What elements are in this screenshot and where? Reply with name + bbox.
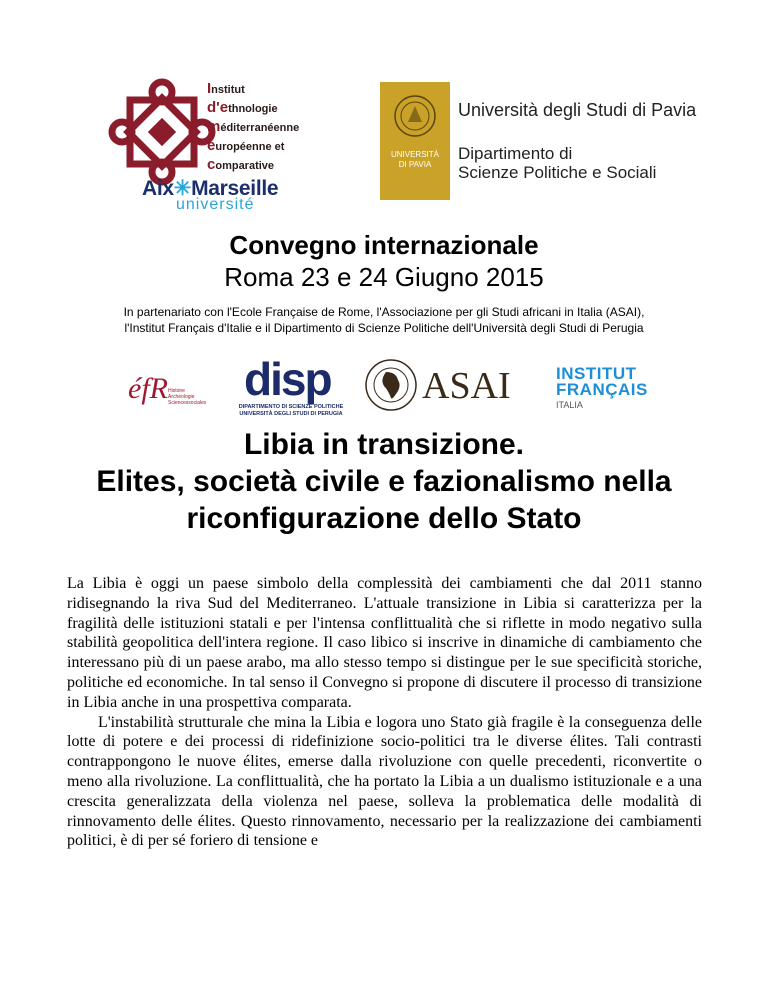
efr-logo: [128, 362, 206, 412]
star-icon: ✳: [173, 177, 192, 200]
svg-text:Sciencessociales: Sciencessociales: [168, 400, 206, 406]
asai-seal-icon: [364, 358, 418, 412]
idemec-wordmark: [207, 80, 299, 175]
idemec-line: européenne et: [207, 137, 285, 154]
idemec-emblem-icon: [108, 78, 216, 186]
svg-text:Histoire: Histoire: [168, 388, 185, 394]
pavia-block-label: UNIVERSITÀ DI PAVIA: [390, 150, 439, 169]
asai-logo-word: ASAI: [422, 365, 511, 407]
pavia-department: Dipartimento di Scienze Politiche e Sociali: [458, 144, 657, 182]
body-text: [67, 574, 702, 851]
paragraph: L'instabilità strutturale che mina la Libia e logora uno Stato già fragile è la conseguenza delle lotte di potere e dei processi di ridefinizione socio-politici tra le diverse élites. Tali contrasti contrappongono le nuove élites, emerse dalla rivoluzione con quelle precedenti, riconvertite o meno alla rivoluzione. La conflittualità, che ha portato la Libia a un dualismo istituzionale e a una crescita generalizzata della violenza nel paese, solleva la problematica delle modalità di rinnovamento delle élites. Questo rinnovamento, necessario per la realizzazione dei cambiamenti politici, è di per sé foriero di tensione e: [67, 713, 702, 850]
institut-francais-logo: INSTITUT FRANÇAIS: [556, 364, 648, 399]
conference-title: Convegno internazionale: [229, 230, 539, 260]
svg-text:Archéologie: Archéologie: [168, 394, 195, 400]
partnership-note: In partenariato con l'Ecole Française de Rome, l'Associazione per gli Studi africani in Italia (ASAI), l'Institut Français d'Italie e il Dipartimento di Scienze Politiche dell'Università degli Studi di Perugia: [123, 305, 645, 335]
institut-francais-country: ITALIA: [556, 400, 583, 410]
disp-caption: DIPARTIMENTO DI SCIENZE POLITICHE UNIVERSITÀ DEGLI STUDI DI PERUGIA: [238, 404, 344, 417]
amu-universite: université: [176, 196, 255, 213]
amu-logo: Aix✳Marseille: [142, 177, 279, 200]
idemec-line: méditerranéenne: [207, 118, 300, 135]
conference-date: Roma 23 e 24 Giugno 2015: [224, 262, 544, 292]
pavia-seal-icon: [393, 94, 437, 138]
idemec-line: comparative: [207, 156, 275, 173]
main-title: Libia in transizione. Elites, società civile e fazionalismo nella riconfigurazione dello Stato: [96, 428, 672, 535]
pavia-university-name: Università degli Studi di Pavia: [458, 100, 697, 120]
paragraph: La Libia è oggi un paese simbolo della complessità dei cambiamenti che dal 2011 stanno ridisegnando la riva Sud del Mediterraneo. L'attuale transizione in Libia si caratterizza per la fragilità delle istituzioni statali e per l'intensa conflittualità che si riflette in modo negativo sulla stabilità geopolitica dell'intera regione. Il caso libico si inscrive in dinamiche di cambiamento che interessano più di un paese arabo, ma allo stesso tempo si distingue per le sue specificità storiche, politiche ed economiche. In tal senso il Convegno si propone di discutere il processo di transizione in Libia anche in una prospettiva comparata.: [67, 575, 702, 711]
idemec-line: Institut: [207, 80, 245, 97]
idemec-line: d'ethnologie: [207, 99, 278, 116]
svg-text:éfR: éfR: [128, 372, 168, 405]
disp-logo-word: disp: [244, 353, 331, 405]
